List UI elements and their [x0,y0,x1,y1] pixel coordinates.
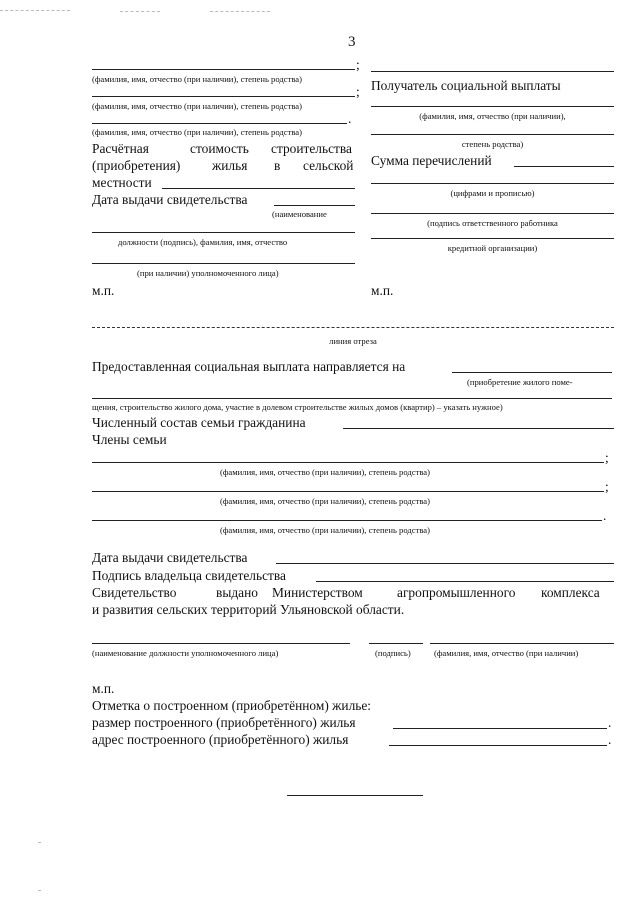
family-members-label: Члены семьи [92,432,167,447]
member-caption-1: (фамилия, имя, отчество (при наличии), степень родства) [220,467,430,477]
member-caption-3: (фамилия, имя, отчество (при наличии), степень родства) [220,525,430,535]
issued-by-word-1: Свидетельство [92,585,177,600]
caption-official: (при наличии) уполномоченного лица) [137,268,279,278]
member-line-1 [92,462,604,463]
official-sign-line [369,643,423,644]
official-fio-line [430,643,614,644]
housing-size-line [393,728,607,729]
calc-cost-word-8: местности [92,175,152,190]
recipient-line-1 [371,106,614,107]
calc-cost-word-7: сельской [303,158,354,173]
member-line-3-end: . [603,508,607,523]
caption-credit-org: кредитной организации) [447,243,538,253]
directed-to-line [452,372,612,373]
issued-by-word-2: выдано [216,585,258,600]
caption-digits: (цифрами и прописью) [450,188,535,198]
member-line-1-end: ; [605,450,609,465]
housing-size-end: . [608,715,612,730]
caption-position: должности (подпись), фамилия, имя, отчество [118,237,288,247]
issue-date-line [274,205,355,206]
caption-official-fio: (фамилия, имя, отчество (при наличии) [434,648,579,658]
issued-by-word-5: комплекса [541,585,600,600]
issued-by-word-4: агропромышленного [397,585,516,600]
family-line-1 [92,69,355,70]
scan-mark [0,10,70,11]
transfer-sum-line-1 [514,166,614,167]
cut-line [92,327,614,328]
caption-signature: (подпись ответственного работника [427,218,558,228]
calc-cost-word-1: Расчётная [92,141,149,156]
caption-official-sign: (подпись) [375,648,411,658]
recipient-top-line [371,71,614,72]
recipient-label: Получатель социальной выплаты [371,78,561,93]
family-caption-1: (фамилия, имя, отчество (при наличии), степень родства) [92,74,302,84]
member-line-2-end: ; [605,479,609,494]
bottom-issue-date-label: Дата выдачи свидетельства [92,550,248,565]
housing-address-line [389,745,607,746]
bottom-stamp-place: м.п. [92,681,115,696]
housing-address-label: адрес построенного (приобретённого) жилья [92,732,349,747]
calc-cost-word-5: жилья [212,158,248,173]
housing-size-label: размер построенного (приобретённого) жилья [92,715,356,730]
caption-purchase: (приобретение жилого поме- [467,377,573,387]
caption-official-position: (наименование должности уполномоченного лица) [92,648,279,658]
family-line-2 [92,96,355,97]
family-caption-3: (фамилия, имя, отчество (при наличии), степень родства) [92,127,302,137]
family-line-3-end: . [348,111,352,126]
directed-to-label: Предоставленная социальная выплата направляется на [92,359,406,374]
scan-mark [38,842,41,843]
caption-purchase-cont: щения, строительство жилого дома, участие в долевом строительстве жилых домов (квартир) – указать нужное) [92,402,503,412]
calc-cost-word-6: в [274,158,281,173]
recipient-line-2 [371,134,614,135]
family-line-1-end: ; [356,57,360,72]
official-line-2 [92,263,355,264]
calc-cost-word-3: строительства [271,141,352,156]
page-number: 3 [348,34,356,50]
official-position-line [92,643,350,644]
member-caption-2: (фамилия, имя, отчество (при наличии), степень родства) [220,496,430,506]
member-line-2 [92,491,604,492]
cut-line-caption: линия отреза [329,336,377,346]
owner-sign-label: Подпись владельца свидетельства [92,568,286,583]
transfer-sum-label: Сумма перечислений [371,153,492,168]
family-line-3 [92,123,347,124]
family-line-2-end: ; [356,84,360,99]
owner-sign-line [316,581,614,582]
stamp-place-right: м.п. [371,283,394,298]
issued-by-line-2: и развития сельских территорий Ульяновской области. [92,602,405,617]
housing-address-end: . [608,732,612,747]
calc-cost-word-4: (приобретения) [92,158,181,173]
calc-cost-word-2: стоимость [190,141,249,156]
signature-line [371,213,614,214]
caption-recipient-fio: (фамилия, имя, отчество (при наличии), [419,111,566,121]
bottom-issue-date-line [276,563,614,564]
housing-mark-title: Отметка о построенном (приобретённом) жилье: [92,698,372,713]
stamp-place-left: м.п. [92,283,115,298]
credit-org-line [371,238,614,239]
directed-to-line-2 [92,398,612,399]
transfer-sum-line-2 [371,183,614,184]
scan-mark [210,11,270,12]
end-of-document-line [287,795,423,796]
scan-mark [38,890,41,891]
family-caption-2: (фамилия, имя, отчество (при наличии), степень родства) [92,101,302,111]
official-line-1 [92,232,355,233]
family-count-label: Численный состав семьи гражданина [92,415,306,430]
caption-naimenovanie: (наименование [272,209,327,219]
caption-recipient-degree: степень родства) [461,139,524,149]
issued-by-word-3: Министерством [272,585,363,600]
scan-mark [120,11,160,12]
member-line-3 [92,520,602,521]
calc-cost-line [162,188,355,189]
issue-date-label: Дата выдачи свидетельства [92,192,248,207]
family-count-line [343,428,614,429]
